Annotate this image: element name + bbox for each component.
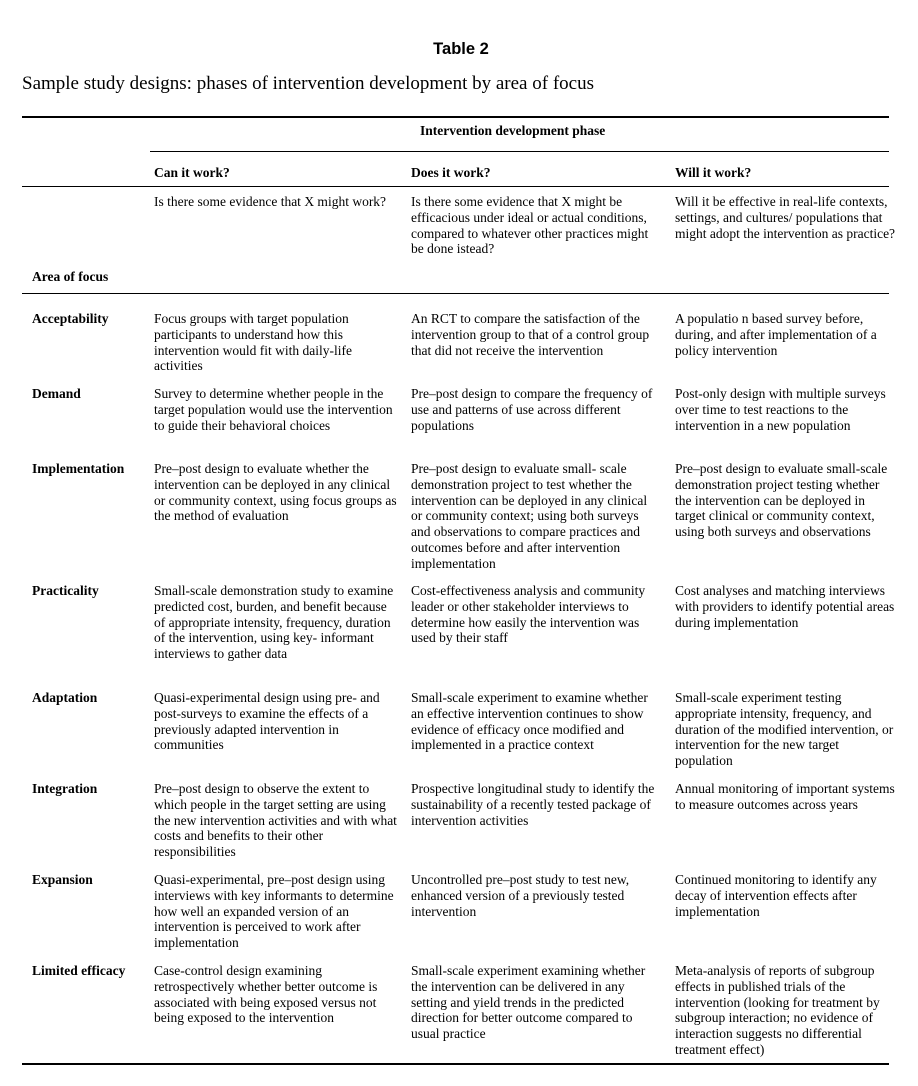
cell-adaptation-will: Small-scale experiment testing appropriate intensity, frequency, and duration of the modified intervention, or intervention for the new target population	[675, 690, 894, 769]
column-header-does: Does it work?	[411, 165, 491, 180]
cell-demand-will: Post-only design with multiple surveys over time to test reactions to the intervention in a new population	[675, 386, 886, 433]
cell-practicality-does: Cost-effectiveness analysis and community leader or other stakeholder interviews to determine how easily the intervention was used by their staff	[411, 583, 646, 646]
cell-acceptability-will: A populatio n based survey before, during, and after implementation of a policy intervention	[675, 311, 877, 358]
column-header-can: Can it work?	[154, 165, 230, 180]
row-label-integration: Integration	[32, 781, 98, 796]
cell-integration-can: Pre–post design to observe the extent to which people in the target setting are using the new intervention activities and with what costs and benefits to their other responsibilities	[154, 781, 397, 860]
cell-practicality-will: Cost analyses and matching interviews with providers to identify potential areas during implementation	[675, 583, 895, 630]
row-label-demand: Demand	[32, 386, 81, 401]
phase-header: Intervention development phase	[420, 123, 606, 138]
cell-integration-does: Prospective longitudinal study to identify the sustainability of a recently tested package of intervention activities	[411, 781, 655, 828]
top-rule	[22, 116, 889, 118]
row-label-practicality: Practicality	[32, 583, 99, 598]
cell-limited-efficacy-will: Meta-analysis of reports of subgroup effects in published trials of the intervention (looking for treatment by subgroup interaction; no evidence of interaction suggests no differential treatment effect)	[675, 963, 880, 1057]
phase-rule	[150, 151, 889, 152]
cell-demand-can: Survey to determine whether people in the target population would use the intervention to guide their behavioral choices	[154, 386, 393, 433]
table-number: Table 2	[433, 40, 489, 58]
cell-implementation-will: Pre–post design to evaluate small-scale demonstration project testing whether the intervention can be deployed in target clinical or community context, using both surveys and observations	[675, 461, 888, 540]
cell-adaptation-can: Quasi-experimental design using pre- and post-surveys to examine the effects of a previously adapted intervention in communities	[154, 690, 380, 753]
cell-expansion-does: Uncontrolled pre–post study to test new, enhanced version of a previously tested intervention	[411, 872, 630, 919]
column-header-will: Will it work?	[675, 165, 752, 180]
row-label-limited-efficacy: Limited efficacy	[32, 963, 126, 978]
cell-expansion-will: Continued monitoring to identify any decay of intervention effects after implementation	[675, 872, 877, 919]
question-will: Will it be effective in real-life contexts, settings, and cultures/ populations that might adopt the intervention as practice?	[675, 194, 896, 241]
table-caption: Sample study designs: phases of intervention development by area of focus	[22, 73, 594, 94]
cell-implementation-does: Pre–post design to evaluate small- scale demonstration project to test whether the intervention can be deployed in any clinical or community context; using both surveys and observations to compare practices and outcomes before and after intervention implementation	[411, 461, 648, 571]
row-label-expansion: Expansion	[32, 872, 93, 887]
cell-limited-efficacy-can: Case-control design examining retrospectively whether better outcome is associated with being exposed versus not being exposed to the intervention	[154, 963, 378, 1026]
row-label-acceptability: Acceptability	[32, 311, 109, 326]
question-does: Is there some evidence that X might be efficacious under ideal or actual conditions, compared to whatever other practices might be done istead?	[411, 194, 649, 257]
cell-acceptability-does: An RCT to compare the satisfaction of the intervention group to that of a control group that did not receive the intervention	[411, 311, 650, 358]
cell-acceptability-can: Focus groups with target population participants to understand how this intervention would fit with daily-life activities	[154, 311, 352, 374]
cell-limited-efficacy-does: Small-scale experiment examining whether the intervention can be delivered in any setting and yield trends in the predicted direction for better outcome compared to usual practice	[411, 963, 646, 1042]
area-rule	[22, 293, 889, 294]
cell-adaptation-does: Small-scale experiment to examine whether an effective intervention continues to show evidence of efficacy once modified and implemented in a practice context	[411, 690, 648, 753]
row-label-implementation: Implementation	[32, 461, 125, 476]
cell-practicality-can: Small-scale demonstration study to examine predicted cost, burden, and benefit because of appropriate intensity, frequency, duration of the intervention, using key- informant interviews to gather data	[154, 583, 394, 662]
row-label-adaptation: Adaptation	[32, 690, 98, 705]
cell-implementation-can: Pre–post design to evaluate whether the intervention can be deployed in any clinical or community context, using focus groups as the method of evaluation	[154, 461, 397, 524]
question-can: Is there some evidence that X might work?	[154, 194, 387, 209]
cell-integration-will: Annual monitoring of important systems to measure outcomes across years	[675, 781, 895, 812]
area-of-focus-label: Area of focus	[32, 269, 109, 284]
cell-demand-does: Pre–post design to compare the frequency of use and patterns of use across different populations	[411, 386, 653, 433]
cell-expansion-can: Quasi-experimental, pre–post design using interviews with key informants to determine how well an expanded version of an intervention is perceived to work after implementation	[154, 872, 394, 951]
header-rule	[22, 186, 889, 187]
bottom-rule	[22, 1063, 889, 1065]
